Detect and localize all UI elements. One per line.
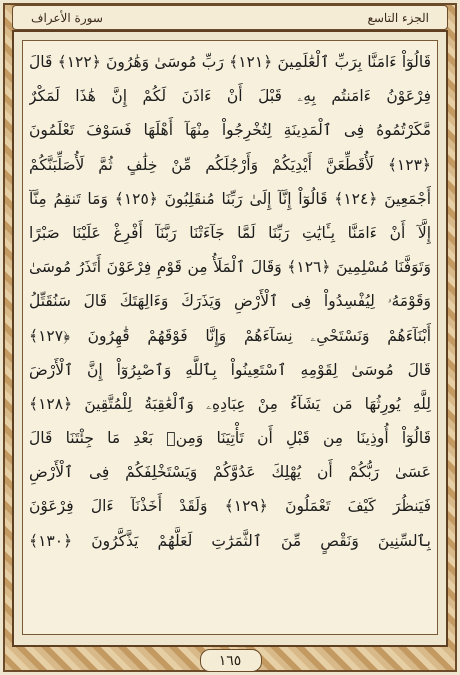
verse-line: قَالُوٓاْ ءَامَنَّا بِرَبِّ ٱلْعَٰلَمِينَ ﴿١٢١﴾ رَبِّ مُوسَىٰ وَهَٰرُونَ ﴿١٢٢﴾ قَالَ [29, 53, 431, 71]
verse-line: فَيَنظُرَ كَيْفَ تَعْمَلُونَ ﴿١٢٩﴾ وَلَقَدْ أَخَذْنَآ ءَالَ فِرْعَوْنَ [29, 497, 431, 516]
verse-line: ﴿١٢٣﴾ لَأُقَطِّعَنَّ أَيْدِيَكُمْ وَأَرْجُلَكُم مِّنْ خِلَٰفٍ ثُمَّ لَأُصَلِّبَنَّكُمْ [29, 155, 431, 174]
verse-lines [29, 45, 431, 630]
verse-line: مَّكَرْتُمُوهُ فِى ٱلْمَدِينَةِ لِتُخْرِجُواْ مِنْهَآ أَهْلَهَا فَسَوْفَ تَعْلَمُونَ [29, 121, 431, 140]
verse-line: قَالُوٓاْ أُوذِينَا مِن قَبْلِ أَن تَأْتِيَنَا وَمِنۢ بَعْدِ مَا جِئْتَنَا قَالَ [29, 429, 431, 448]
verse-line: لِلَّهِ يُورِثُهَا مَن يَشَآءُ مِنْ عِبَادِهِۦ وَٱلْعَٰقِبَةُ لِلْمُتَّقِينَ ﴿١٢٨﴾ [29, 394, 431, 413]
verse-line: أَبْنَآءَهُمْ وَنَسْتَحْىِۦ نِسَآءَهُمْ وَإِنَّا فَوْقَهُمْ قَٰهِرُونَ ﴿١٢٧﴾ [29, 326, 431, 345]
page-header [12, 5, 448, 30]
verse-line: إِلَّآ أَنْ ءَامَنَّا بِـَٔايَٰتِ رَبِّنَا لَمَّا جَآءَتْنَا رَبَّنَآ أَفْرِغْ عَلَيْنَا صَبْرًا [29, 223, 431, 242]
text-frame [22, 40, 438, 635]
verse-line: فِرْعَوْنُ ءَامَنتُم بِهِۦ قَبْلَ أَنْ ءَاذَنَ لَكُمْ إِنَّ هَٰذَا لَمَكْرٌ [29, 87, 431, 106]
verse-line: قَالَ مُوسَىٰ لِقَوْمِهِ ٱسْتَعِينُواْ بِٱللَّهِ وَٱصْبِرُوٓاْ إِنَّ ٱلْأَرْضَ [29, 360, 431, 379]
verse-line: أَجْمَعِينَ ﴿١٢٤﴾ قَالُوٓاْ إِنَّآ إِلَىٰ رَبِّنَا مُنقَلِبُونَ ﴿١٢٥﴾ وَمَا تَنقِمُ مِنَّآ [29, 189, 431, 208]
verse-line: بِٱلسِّنِينَ وَنَقْصٍ مِّنَ ٱلثَّمَرَٰتِ لَعَلَّهُمْ يَذَّكَّرُونَ ﴿١٣٠﴾ [29, 531, 431, 550]
verse-line: وَتَوَفَّنَا مُسْلِمِينَ ﴿١٢٦﴾ وَقَالَ ٱلْمَلَأُ مِن قَوْمِ فِرْعَوْنَ أَتَذَرُ مُوسَىٰ [29, 258, 431, 277]
verse-line: عَسَىٰ رَبُّكُمْ أَن يُهْلِكَ عَدُوَّكُمْ وَيَسْتَخْلِفَكُمْ فِى ٱلْأَرْضِ [29, 463, 431, 482]
surah-name: سورة الأعراف [31, 11, 103, 25]
juz-name: الجزء التاسع [367, 11, 429, 25]
page-number: ١٦٥ [218, 653, 242, 669]
verse-line: وَقَوْمَهُۥ لِيُفْسِدُواْ فِى ٱلْأَرْضِ وَيَذَرَكَ وَءَالِهَتَكَ قَالَ سَنُقَتِّلُ [29, 292, 431, 311]
